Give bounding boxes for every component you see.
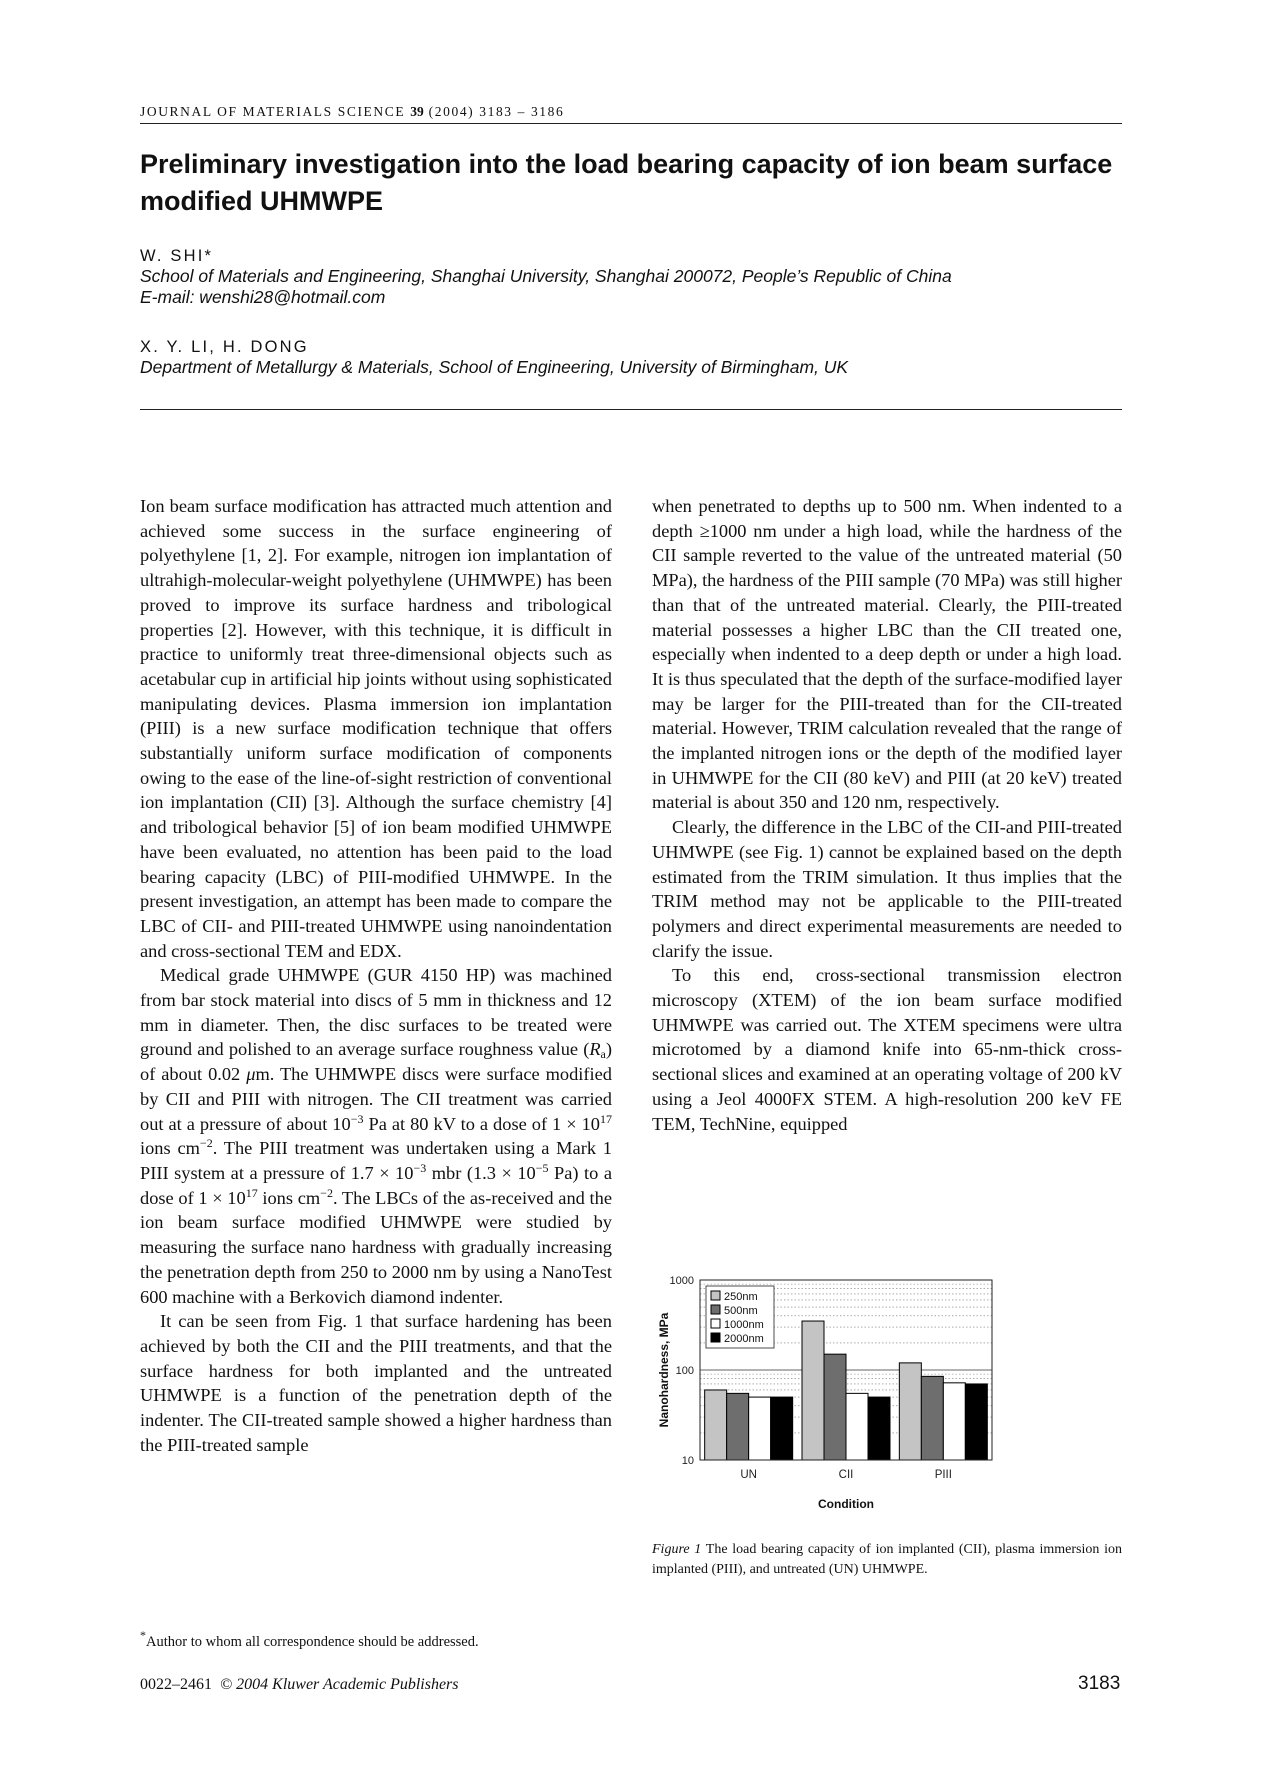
author-2-name: X. Y. LI, H. DONG [140, 338, 309, 356]
author-1-affiliation [140, 266, 1130, 308]
author-1-institution: School of Materials and Engineering, Shanghai University, Shanghai 200072, People’s Republic of China [140, 266, 952, 286]
paragraph-xtem: To this end, cross-sectional transmission electron microscopy (XTEM) of the ion beam surface modified UHMWPE was carried out. The XTEM specimens were ultra microtomed by a diamond knife into 65-nm-thick cross-sectional slices and examined at an operating voltage of 200 kV using a Jeol 4000FX STEM. A high-resolution 200 keV FE TEM, TechNine, equipped [652, 965, 1122, 1134]
copyright: © 2004 Kluwer Academic Publishers [220, 1676, 459, 1693]
page-number: 3183 [1078, 1673, 1121, 1694]
bar-cii-250nm [802, 1321, 824, 1460]
author-2-affiliation: Department of Metallurgy & Materials, School of Engineering, University of Birmingham, UK [140, 357, 849, 377]
journal-volume: 39 [410, 104, 424, 119]
y-axis-title: Nanohardness, MPa [657, 1312, 671, 1428]
header-rule [140, 123, 1122, 124]
paragraph-methods: Medical grade UHMWPE (GUR 4150 HP) was machined from bar stock material into discs of 5 mm in thickness and 12 mm in diameter. Then, the disc surfaces to be treated were ground and polished to an average surface roughness value $(R_a)$ of about 0.02 μm. The UHMWPE discs were surface modified by CII and PIII with nitrogen. The CII treatment was carried out at a pressure of about $10^{-3}$ Pa at 80 kV to a dose of $1 \times 10^{17}$ ions $cm^{-2}$. The PIII treatment was undertaken using a Mark 1 PIII system at a pressure of $1.7 \times 10^{-3}$ mbr ($1.3 \times 10^{-5}$ Pa) to a dose of $1 \times 10^{17}$ ions $cm^{-2}$. The LBCs of the as-received and the ion beam surface modified UHMWPE were studied by measuring the surface nano hardness with gradually increasing the penetration depth from 250 to 2000 nm by using a NanoTest 600 machine with a Berkovich diamond indenter. [140, 965, 612, 1307]
figure-caption-text: The load bearing capacity of ion implanted (CII), plasma immersion ion implanted (PIII), and untreated (UN) UHMWPE. [652, 1542, 1122, 1577]
paragraph-results: It can be seen from Fig. 1 that surface hardening has been achieved by both the CII and the PIII treatments, and that the surface hardness for both implanted and the untreated UHMWPE is a function of the penetration depth of the indenter. The CII-treated sample showed a higher hardness than the PIII-treated sample [140, 1311, 612, 1455]
bar-piii-1000nm [943, 1383, 965, 1460]
x-tick-label: PIII [934, 1469, 952, 1481]
x-axis-title: Condition [818, 1497, 874, 1511]
x-tick-label: CII [838, 1469, 854, 1481]
bar-cii-1000nm [846, 1393, 868, 1460]
footnote-mark: * [140, 1628, 146, 1642]
bar-un-2000nm [771, 1397, 793, 1460]
legend-label: 2000nm [724, 1333, 764, 1345]
body-column-left [140, 494, 612, 1457]
nanohardness-chart [648, 1248, 1128, 1518]
paragraph-results-cont: when penetrated to depths up to 500 nm. When indented to a depth ≥1000 nm under a high load, while the hardness of the CII sample reverted to the value of the untreated material (50 MPa), the hardness of the PIII sample (70 MPa) was still higher than that of the untreated material. Clearly, the PIII-treated material possesses a higher LBC than the CII treated one, especially when indented to a deep depth or under a high load. It is thus speculated that the depth of the surface-modified layer may be larger for the PIII-treated than for the CII-treated material. However, TRIM calculation revealed that the range of the implanted nitrogen ions or the depth of the modified layer in UHMWPE for the CII (80 keV) and PIII (at 20 keV) treated material is about 350 and 120 nm, respectively. [652, 496, 1122, 813]
paragraph-trim: Clearly, the difference in the LBC of the CII-and PIII-treated UHMWPE (see Fig. 1) cannot be explained based on the depth estimated from the TRIM simulation. It thus implies that the TRIM method may not be applicable to the PIII-treated polymers and direct experimental measurements are needed to clarify the issue. [652, 817, 1122, 961]
y-tick-label: 1000 [669, 1275, 694, 1287]
running-head [140, 104, 1120, 120]
bar-un-500nm [727, 1393, 749, 1460]
legend-label: 250nm [724, 1291, 758, 1303]
body-column-right [652, 494, 1122, 1136]
author-1-email: E-mail: wenshi28@hotmail.com [140, 287, 386, 307]
author-1-name: W. SHI* [140, 247, 214, 265]
separator-rule [140, 409, 1122, 410]
issn: 0022–2461 [140, 1676, 212, 1693]
bar-un-1000nm [749, 1397, 771, 1460]
legend-label: 500nm [724, 1305, 758, 1317]
bar-piii-250nm [899, 1363, 921, 1460]
bar-piii-2000nm [965, 1384, 987, 1460]
article-title: Preliminary investigation into the load bearing capacity of ion beam surface modified UHMWPE [140, 149, 1113, 216]
legend-swatch [711, 1291, 720, 1300]
figure-1-caption [652, 1540, 1122, 1580]
y-tick-label: 100 [675, 1365, 694, 1377]
bar-cii-2000nm [868, 1397, 890, 1460]
journal-year-pages: (2004) 3183 – 3186 [428, 104, 565, 119]
legend-label: 1000nm [724, 1319, 764, 1331]
x-tick-label: UN [740, 1469, 757, 1481]
bar-piii-500nm [921, 1376, 943, 1460]
legend-swatch [711, 1319, 720, 1328]
paragraph-intro: Ion beam surface modification has attracted much attention and achieved some success in the surface engineering of polyethylene [1, 2]. For example, nitrogen ion implantation of ultrahigh-molecular-weight polyethylene (UHMWPE) has been proved to improve its surface hardness and tribological properties [2]. However, with this technique, it is difficult in practice to uniformly treat three-dimensional objects such as acetabular cup in artificial hip joints without using sophisticated manipulating devices. Plasma immersion ion implantation (PIII) is a new surface modification technique that offers substantially uniform surface modification of components owing to the ease of the line-of-sight restriction of conventional ion implantation (CII) [3]. Although the surface chemistry [4] and tribological behavior [5] of ion beam modified UHMWPE have been evaluated, no attention has been paid to the load bearing capacity (LBC) of PIII-modified UHMWPE. In the present investigation, an attempt has been made to compare the LBC of CII- and PIII-treated UHMWPE using nanoindentation and cross-sectional TEM and EDX. [140, 496, 612, 961]
footer-publisher [140, 1676, 459, 1694]
bar-un-250nm [705, 1390, 727, 1460]
footnote-text: Author to whom all correspondence should be addressed. [146, 1634, 479, 1650]
legend-swatch [711, 1333, 720, 1342]
legend-swatch [711, 1305, 720, 1314]
bar-cii-500nm [824, 1354, 846, 1460]
journal-name: JOURNAL OF MATERIALS SCIENCE [140, 104, 406, 119]
footnote [140, 1628, 479, 1651]
y-tick-label: 10 [681, 1455, 694, 1467]
figure-label: Figure 1 [652, 1542, 702, 1557]
figure-1 [648, 1248, 1128, 1518]
